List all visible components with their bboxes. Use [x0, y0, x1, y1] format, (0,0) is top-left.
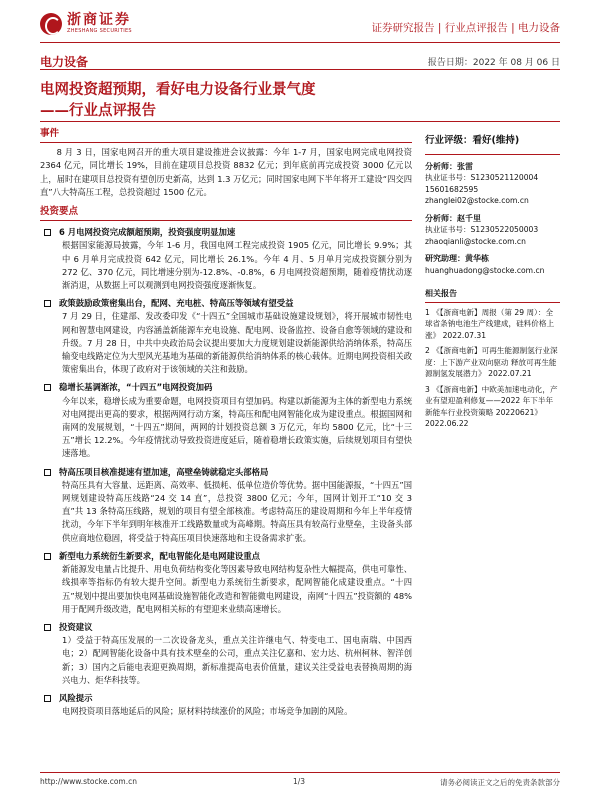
related-report-3[interactable]: 3 《【浙商电新】中欧美加速电动化，产业有望迎盈利修复——2022 年下半年新能车行业投资策略 20220621》 2022.06.22	[425, 384, 558, 428]
footer-divider	[40, 772, 560, 773]
points-divider	[40, 220, 412, 221]
point-1-title: 6 月电网投资完成额超预期，投资强度明显加速	[40, 226, 412, 239]
sector-divider	[40, 69, 560, 70]
point-6-title: 投资建议	[40, 621, 412, 634]
points-heading: 投资要点	[40, 206, 79, 218]
main-content	[40, 125, 412, 718]
event-heading: 事件	[40, 128, 60, 139]
point-3-title: 稳增长基调渐浓，“十四五”电网投资加码	[40, 381, 412, 394]
point-7-title: 风险提示	[40, 692, 412, 705]
page-number: 1/3	[293, 777, 306, 786]
checkbox-icon	[44, 624, 51, 631]
point-7-body: 电网投资项目落地延后的风险；原材料持续涨价的风险；市场竞争加剧的风险。	[62, 706, 353, 717]
point-3-body: 今年以来，稳增长成为重要命题，电网投资项目有望加码。构建以新能源为主体的新型电力系统对电网提出更高的要求，根据两网行动方案，特高压和配电网智能化成为建设重点。根据国网和南网的发展规划，“十四五”期间，两网的计划投资总额 3 万亿元，年均 5800 亿元，比“十三五”增长 12.2%。今年疫情扰动导致投资进度延后，随着稳增长政策实施，后续规划项目有望快速落地。	[62, 395, 412, 459]
footer-website-link[interactable]: http://www.stocke.com.cn	[40, 777, 137, 786]
logo-cn-text: 浙商证券	[67, 12, 131, 28]
related-report-1[interactable]: 1 《【浙商电新】周报（第 29 周）：全球省条钠电池生产线建成，硅料价格上涨》 2022.07.31	[425, 307, 555, 340]
point-2-body: 7 月 29 日，住建部、发改委印发《“十四五”全国城市基础设施建设规划》，将开展城市韧性电网和智慧电网建设，内容涵盖新能源车充电设施、配电网、设备监控、设备自愈等领域的建设和升级。7 月 28 日，中共中央政治局会议提出要加大力度规划建设新能源供给消纳体系，特高压输变电线路定位为大型风光基地为基础的新能源供给消纳体系的核心载体。近期电网投资相关政策密集出台，体现了政府对于该领域的关注和鼓励。	[62, 311, 412, 375]
industry-rating: 行业评级：看好(维持)	[425, 135, 520, 146]
title-divider	[40, 121, 560, 122]
analyst-1: 分析师：张雷 执业证书号：S1230521120004 15601682595 zhanglei02@stocke.com.cn	[425, 161, 560, 207]
analyst-3: 研究助理：黄华栋 huanghuadong@stocke.com.cn	[425, 253, 560, 276]
sidebar	[425, 133, 560, 430]
analyst-2: 分析师：赵千里 执业证书号：S1230522050003 zhaoqianli@stocke.com.cn	[425, 213, 560, 248]
point-2-title: 政策鼓励政策密集出台，配网、充电桩、特高压等领域有望受益	[40, 297, 412, 310]
checkbox-icon	[44, 695, 51, 702]
point-4-title: 特高压项目核准提速有望加速，高壁垒铸就稳定头部格局	[40, 466, 412, 479]
point-6-body: 1）受益于特高压发展的一二次设备龙头，重点关注许继电气、特变电工、国电南瑞、中国西电；2）配网智能化设备中具有技术壁垒的公司，重点关注亿嘉和、宏力达、杭州柯林、智洋创新；3）国内之后能电表迎更换周期，新标准提高电表价值量，建议关注受益电表替换周期的海兴电力、炬华科技等。	[62, 635, 412, 685]
report-date: 报告日期：2022 年 08 月 06 日	[427, 58, 560, 68]
report-type-breadcrumb: 证券研究报告 | 行业点评报告 | 电力设备	[371, 22, 560, 34]
analyst-1-email[interactable]: zhanglei02@stocke.com.cn	[425, 196, 529, 205]
sector-label: 电力设备	[40, 55, 89, 69]
analyst-2-email[interactable]: zhaoqianli@stocke.com.cn	[425, 236, 526, 246]
page-subtitle: ——行业点评报告	[40, 103, 156, 119]
related-reports-heading: 相关报告	[425, 289, 457, 298]
point-1-body: 根据国家能源局披露，今年 1-6 月，我国电网工程完成投资 1905 亿元，同比增长 9.9%；其中 6 月单月完成投资 642 亿元，同比增长 26.1%。今年 4 月、5 月单月完成投资额分别为 272 亿、370 亿元，同比增速分别为-12.8%、-0.8%，6 月电网投资超预期，随着疫情扰动逐渐消退，从数据上可以观测到电网投资强度逐渐恢复。	[62, 240, 412, 291]
page-header	[40, 12, 560, 42]
point-5-title: 新型电力系统衍生新要求，配电智能化是电网建设重点	[40, 550, 412, 563]
related-report-2[interactable]: 2 《【浙商电新】可再生能源制氢行业深度：上下游产业双向驱动 释放可再生能源制氢发展潜力》 2022.07.21	[425, 346, 558, 378]
page-title: 电网投资超预期，看好电力设备行业景气度	[40, 82, 316, 98]
point-5-body: 新能源发电量占比提升、用电负荷结构变化等因素导致电网结构复杂性大幅提高，供电可靠性、线损率等指标仍有较大提升空间。新型电力系统衍生新要求，配网智能化成建设重点。“十四五”规划中提出要加快电网基础设施智能化改造和智能微电网建设，南网“十四五”投资额的 48%用于配网升级改造，配电网相关标的有望迎来业绩高速增长。	[62, 564, 412, 614]
footer-disclaimer: 请务必阅读正文之后的免责条款部分	[440, 778, 560, 787]
analyst-3-email[interactable]: huanghuadong@stocke.com.cn	[425, 265, 545, 275]
logo-en-text: ZHESHANG SECURITIES	[67, 28, 132, 34]
company-logo	[40, 12, 132, 35]
checkbox-icon	[44, 300, 51, 307]
checkbox-icon	[44, 384, 51, 391]
event-text: 8 月 3 日，国家电网召开的重大项目建设推进会议披露：今年 1-7 月，国家电网完成电网投资 2364 亿元，同比增长 19%，目前在建项目总投资 8832 亿元；到年底前再完成投资 3000 亿元以上，届时在建项目总投资有望创历史新高，达到 1.3 万亿元；同时国家电网下半年将开工建设“四交四直”八大特高压工程，总投资超过 1500 亿元。	[40, 147, 412, 197]
header-divider	[40, 42, 560, 43]
logo-mark-icon	[40, 13, 62, 35]
checkbox-icon	[44, 469, 51, 476]
point-4-body: 特高压具有大容量、远距离、高效率、低损耗、低单位造价等优势。据中国能源报，“十四五”国网规划建设特高压线路“24 交 14 直”，总投资 3800 亿元；今年，国网计划开工“10 交 3 直”共 13 条特高压线路，规划的项目有望全部核准。考虑特高压的建设周期和今年上半年疫情扰动，今年下半年到明年核准开工线路数量或为高峰期。特高压具有较高行业壁垒，主设备头部供应商地位稳固，将受益于特高压项目快速落地和主设备需求扩张。	[62, 479, 412, 543]
event-divider	[40, 142, 412, 143]
rating-divider	[425, 154, 560, 155]
related-divider	[425, 302, 560, 303]
checkbox-icon	[44, 553, 51, 560]
checkbox-icon	[44, 229, 51, 236]
